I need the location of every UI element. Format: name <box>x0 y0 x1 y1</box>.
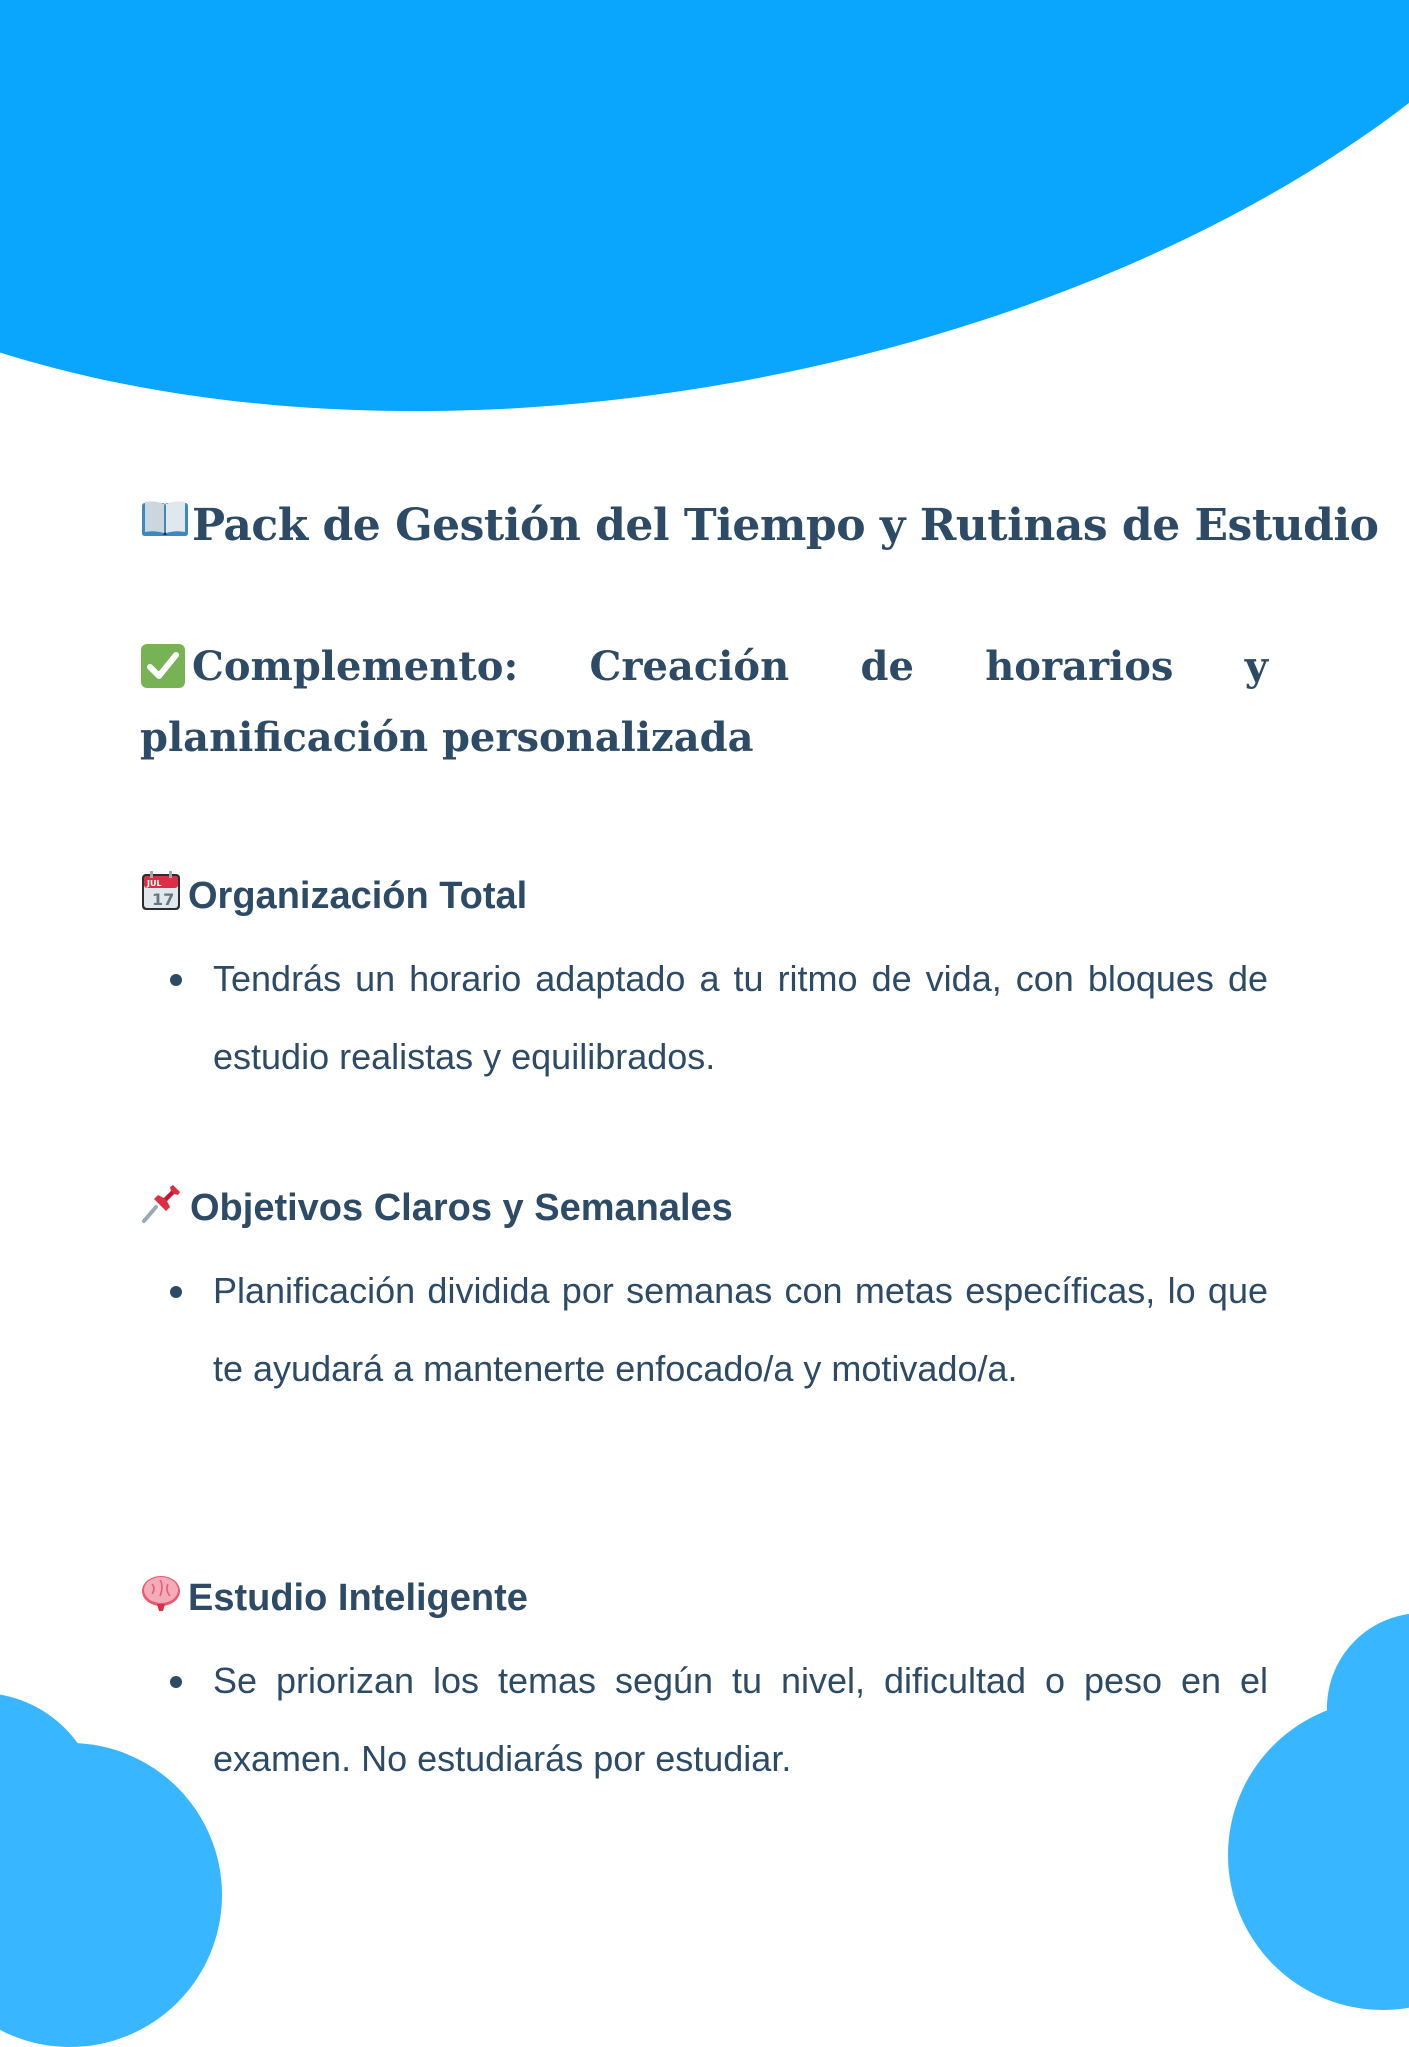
section-heading <box>140 1568 1268 1628</box>
section-estudio-inteligente <box>140 1568 1268 1798</box>
pushpin-icon <box>140 1181 184 1235</box>
bullet-list <box>140 1252 1268 1408</box>
page-subtitle <box>140 633 1268 772</box>
section-heading-text: Estudio Inteligente <box>188 1576 528 1619</box>
list-item: Tendrás un horario adaptado a tu ritmo de vida, con bloques de estudio realistas y equilibrados. <box>140 940 1268 1096</box>
calendar-icon <box>140 870 182 922</box>
page-title <box>140 500 1378 551</box>
check-mark-button-icon <box>140 636 186 704</box>
bullet-dot <box>170 974 182 986</box>
section-heading <box>140 866 1268 926</box>
brain-icon <box>140 1572 182 1624</box>
bullet-dot <box>170 1676 182 1688</box>
bullet-list <box>140 1642 1268 1798</box>
svg-text:17: 17 <box>152 890 175 909</box>
open-book-icon <box>140 500 190 551</box>
section-heading-text: Organización Total <box>188 874 528 917</box>
section-objetivos-claros <box>140 1178 1268 1408</box>
section-organizacion-total <box>140 866 1268 1096</box>
section-heading-text: Objetivos Claros y Semanales <box>190 1186 733 1229</box>
list-item: Planificación dividida por semanas con metas específicas, lo que te ayudará a mantenerte enfocado/a y motivado/a. <box>140 1252 1268 1408</box>
bullet-list <box>140 940 1268 1096</box>
svg-text:JUL: JUL <box>147 879 162 888</box>
section-heading <box>140 1178 1268 1238</box>
page-subtitle-text: Complemento: Creación de horarios y planificación personalizada <box>140 643 1268 761</box>
bullet-dot <box>170 1286 182 1298</box>
top-decorative-blob <box>0 0 1409 565</box>
list-item: Se priorizan los temas según tu nivel, dificultad o peso en el examen. No estudiarás por estudiar. <box>140 1642 1268 1798</box>
page-title-text: Pack de Gestión del Tiempo y Rutinas de Estudio <box>192 500 1379 551</box>
